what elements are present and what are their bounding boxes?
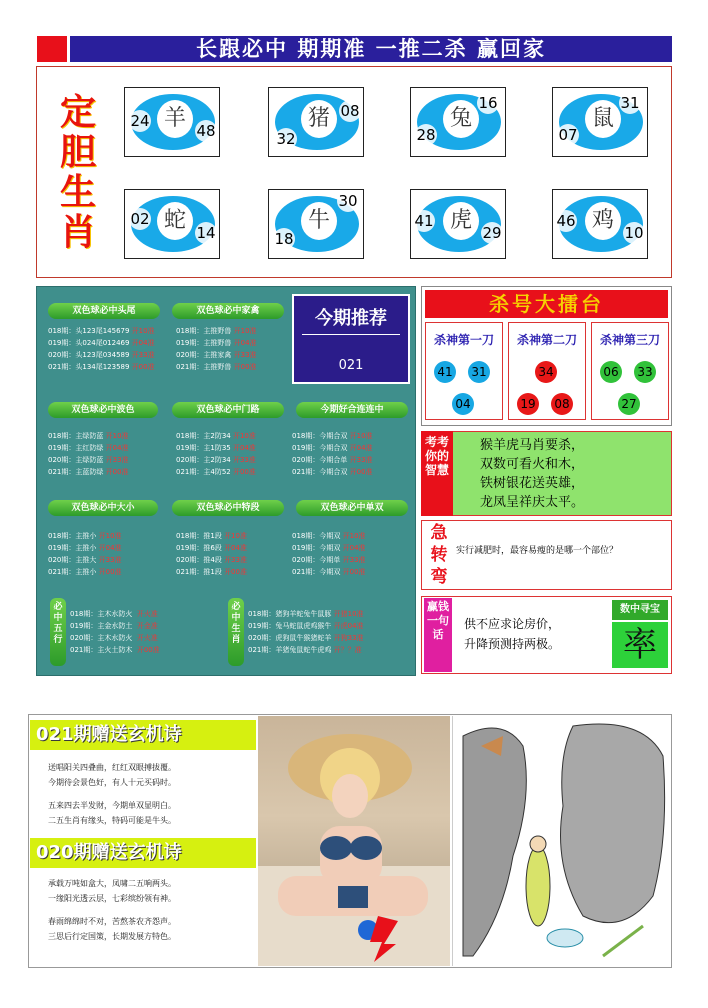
row: 020期：主2防34 开33准 xyxy=(176,456,256,464)
win-phrase-tag: 赢钱一句话 xyxy=(424,598,452,672)
row: 021期：头134尾123589 开00准 xyxy=(48,363,155,371)
riddle-line: 铁树银花送英雄， xyxy=(480,476,585,491)
treasure-title: 数中寻宝 xyxy=(612,600,668,620)
section-title: 双色球必中波色 xyxy=(48,402,158,418)
row: 018期：头123尾145679 开10准 xyxy=(48,327,155,335)
section-title: 双色球必中大小 xyxy=(48,500,158,516)
recommend-box xyxy=(292,294,410,384)
row: 021期：主火土防木 开00准 xyxy=(70,646,160,654)
row: 019期：兔马蛇鼠虎鸡猴牛 开虎04准 xyxy=(248,622,364,630)
kill-ball: 34 xyxy=(535,361,557,383)
riddle-line: 双数可看火和木， xyxy=(480,457,585,472)
wuxing-tag: 必中五行 xyxy=(50,598,66,666)
poem-line: 承载万吨如盒大，凤啸二五响两头。 xyxy=(48,879,176,888)
treasure-char: 率 xyxy=(612,622,668,668)
zodiac-number: 41 xyxy=(414,212,434,230)
zodiac-card-rabbit xyxy=(410,87,506,157)
row: 019期：主金水防土 开金准 xyxy=(70,622,158,630)
row: 020期：虎狗鼠牛猴猪蛇羊 开狗33准 xyxy=(248,634,364,642)
zodiac-number: 16 xyxy=(478,94,498,112)
brain-teaser-text: 实行减肥时，最容易瘦的是哪一个部位？ xyxy=(456,546,619,556)
shengxiao-tag: 必中生肖 xyxy=(228,598,244,666)
zodiac-card-snake xyxy=(124,189,220,259)
section-rows xyxy=(48,430,164,478)
row: 019期：今期双 开04准 xyxy=(292,544,366,552)
zodiac-card-pig xyxy=(268,87,364,157)
kill-ball: 08 xyxy=(551,393,573,415)
rabbit-icon: 兔 xyxy=(443,100,479,138)
kill-ball: 41 xyxy=(434,361,456,383)
section-rows xyxy=(176,430,288,478)
wuxing-rows xyxy=(70,608,220,656)
zodiac-number: 29 xyxy=(482,224,502,242)
row: 020期：今期合单 开33准 xyxy=(292,456,373,464)
row: 019期：主1防35 开04准 xyxy=(176,444,256,452)
zodiac-card-rooster xyxy=(552,189,648,259)
poem-heading: 020期赠送玄机诗 xyxy=(30,838,256,868)
page-title: 长跟必中 期期准 一推二杀 赢回家 xyxy=(70,36,672,62)
ox-icon: 牛 xyxy=(301,202,337,240)
row: 021期：羊猪兔鼠蛇牛虎鸡 开？？准 xyxy=(248,646,362,654)
row: 019期：主推野兽 开04准 xyxy=(176,339,257,347)
rat-icon: 鼠 xyxy=(585,100,621,138)
zodiac-card-ox xyxy=(268,189,364,259)
zodiac-label-char: 生 xyxy=(59,171,96,213)
row: 018期：主推小 开10准 xyxy=(48,532,122,540)
knife-label: 杀神第二刀 xyxy=(516,333,577,347)
row: 020期：主推家禽 开33准 xyxy=(176,351,257,359)
poem-line xyxy=(48,790,176,798)
poem-text xyxy=(48,760,176,828)
riddle-line: 猴羊虎马肖要杀， xyxy=(480,438,585,453)
zodiac-number: 02 xyxy=(130,210,150,228)
section-rows xyxy=(292,530,412,578)
zodiac-number: 48 xyxy=(196,122,216,140)
poem-heading: 021期赠送玄机诗 xyxy=(30,720,256,750)
zodiac-number: 32 xyxy=(276,130,296,148)
row: 018期：主推野兽 开10准 xyxy=(176,327,257,335)
zodiac-number: 24 xyxy=(130,112,150,130)
section-title: 双色球必中特段 xyxy=(172,500,284,516)
zodiac-number: 08 xyxy=(340,102,360,120)
row: 021期：今期双 开00准 xyxy=(292,568,366,576)
poem-line: 春雨绵绵时不对，苦熬茶农齐怨声。 xyxy=(48,917,176,926)
section-title: 双色球必中单双 xyxy=(296,500,408,516)
poem-line: 一缘阳光透云层，七彩缤纷领有神。 xyxy=(48,894,176,903)
poem-line: 五来四去半发财，今期单双显明白。 xyxy=(48,801,176,810)
divider xyxy=(302,334,400,335)
riddle-line: 龙凤呈祥庆太平。 xyxy=(480,495,585,510)
row: 021期：推1段 开00准 xyxy=(176,568,247,576)
section-title: 双色球必中头尾 xyxy=(48,303,160,319)
win-phrase-text xyxy=(464,614,560,654)
poem-line: 今期待会景色好，有人十元买码时。 xyxy=(48,778,176,787)
treasure-box xyxy=(612,600,668,670)
row: 019期：今期合双 开04准 xyxy=(292,444,373,452)
tiger-icon: 虎 xyxy=(443,202,479,240)
knife-3 xyxy=(591,322,669,420)
snake-icon: 蛇 xyxy=(157,202,193,240)
row: 018期：猪狗羊蛇兔牛鼠豚 开猪10准 xyxy=(248,610,364,618)
row: 019期：主推小 开04准 xyxy=(48,544,122,552)
kill-ball: 06 xyxy=(600,361,622,383)
row: 021期：主蓝防绿 开00准 xyxy=(48,468,129,476)
zodiac-card-rat xyxy=(552,87,648,157)
knife-2 xyxy=(508,322,586,420)
kill-ball: 04 xyxy=(452,393,474,415)
zodiac-label-char: 胆 xyxy=(59,131,96,173)
row: 018期：主绿防蓝 开10准 xyxy=(48,432,129,440)
zodiac-number: 28 xyxy=(416,126,436,144)
rooster-icon: 鸡 xyxy=(585,202,621,240)
row: 018期：今期双 开10准 xyxy=(292,532,366,540)
zodiac-number: 10 xyxy=(624,224,644,242)
section-title: 双色球必中家禽 xyxy=(172,303,284,319)
win-line: 升降预测持两极。 xyxy=(464,637,561,651)
zodiac-number: 30 xyxy=(338,192,358,210)
knife-label: 杀神第三刀 xyxy=(599,333,660,347)
recommend-number: 021 xyxy=(338,358,364,373)
recommend-title: 今期推荐 xyxy=(315,308,387,329)
knife-label: 杀神第一刀 xyxy=(433,333,494,347)
section-rows xyxy=(176,530,288,578)
row: 018期：主2防34 开10准 xyxy=(176,432,256,440)
riddle-tag: 考考你的智慧 xyxy=(421,431,453,516)
row: 019期：主红防绿 开04准 xyxy=(48,444,129,452)
row: 021期：主推野兽 开00准 xyxy=(176,363,257,371)
row: 020期：头123尾034589 开33准 xyxy=(48,351,155,359)
poem-text xyxy=(48,876,176,944)
row: 020期：主木水防火 开火准 xyxy=(70,634,158,642)
row: 020期：主绿防蓝 开33准 xyxy=(48,456,129,464)
section-title: 今期好合连连中 xyxy=(296,402,408,418)
poem-line xyxy=(48,906,176,914)
sheep-icon: 羊 xyxy=(157,100,193,138)
row: 021期：主4防52 开00准 xyxy=(176,468,256,476)
row: 019期：头024尾012469 开04准 xyxy=(48,339,155,347)
zodiac-number: 18 xyxy=(274,230,294,248)
section-rows xyxy=(48,530,164,578)
row: 018期：今期合双 开10准 xyxy=(292,432,373,440)
zodiac-label-char: 定 xyxy=(59,91,96,133)
row: 019期：推6段 开04准 xyxy=(176,544,247,552)
row: 020期：主推大 开33准 xyxy=(48,556,122,564)
comic-drawing xyxy=(453,716,671,966)
poem-line: 送唱阳关四叠曲，红红双眼搏拔覆。 xyxy=(48,763,176,772)
section-rows xyxy=(176,325,288,373)
kill-ball: 31 xyxy=(468,361,490,383)
zodiac-number: 14 xyxy=(196,224,216,242)
riddle-text xyxy=(480,436,670,512)
zodiac-number: 31 xyxy=(620,94,640,112)
zodiac-number: 46 xyxy=(556,212,576,230)
knife-1 xyxy=(425,322,503,420)
brain-teaser-tag: 急转弯 xyxy=(430,523,448,587)
poem-line: 二五生肖有缘头，特码可能是牛头。 xyxy=(48,816,176,825)
section-rows xyxy=(292,430,412,478)
promo-photo xyxy=(258,716,450,966)
row: 020期：今期单 开33准 xyxy=(292,556,366,564)
zodiac-card-tiger xyxy=(410,189,506,259)
kill-ball: 27 xyxy=(618,393,640,415)
kill-ball: 19 xyxy=(517,393,539,415)
row: 020期：推4段 开33准 xyxy=(176,556,247,564)
zodiac-label xyxy=(58,92,98,252)
kill-ball: 33 xyxy=(634,361,656,383)
photo-illustration xyxy=(258,716,450,966)
section-title: 双色球必中门路 xyxy=(172,402,284,418)
row: 021期：主推小 开00准 xyxy=(48,568,122,576)
zodiac-label-char: 肖 xyxy=(59,211,96,253)
row: 018期：推1段 开10准 xyxy=(176,532,247,540)
row: 021期：今期合双 开00准 xyxy=(292,468,373,476)
kill-title: 杀号大擂台 xyxy=(425,290,668,318)
section-rows xyxy=(48,325,164,373)
win-line: 供不应求论房价， xyxy=(464,617,561,631)
pig-icon: 猪 xyxy=(301,100,337,138)
zodiac-card-sheep xyxy=(124,87,220,157)
zodiac-number: 07 xyxy=(558,126,578,144)
comic-illustration xyxy=(452,716,670,966)
row: 018期：主木水防火 开火准 xyxy=(70,610,158,618)
poem-line: 三思后行定国策，长期发展方特色。 xyxy=(48,932,176,941)
title-red-block xyxy=(37,36,67,62)
shengxiao-rows xyxy=(248,608,414,656)
